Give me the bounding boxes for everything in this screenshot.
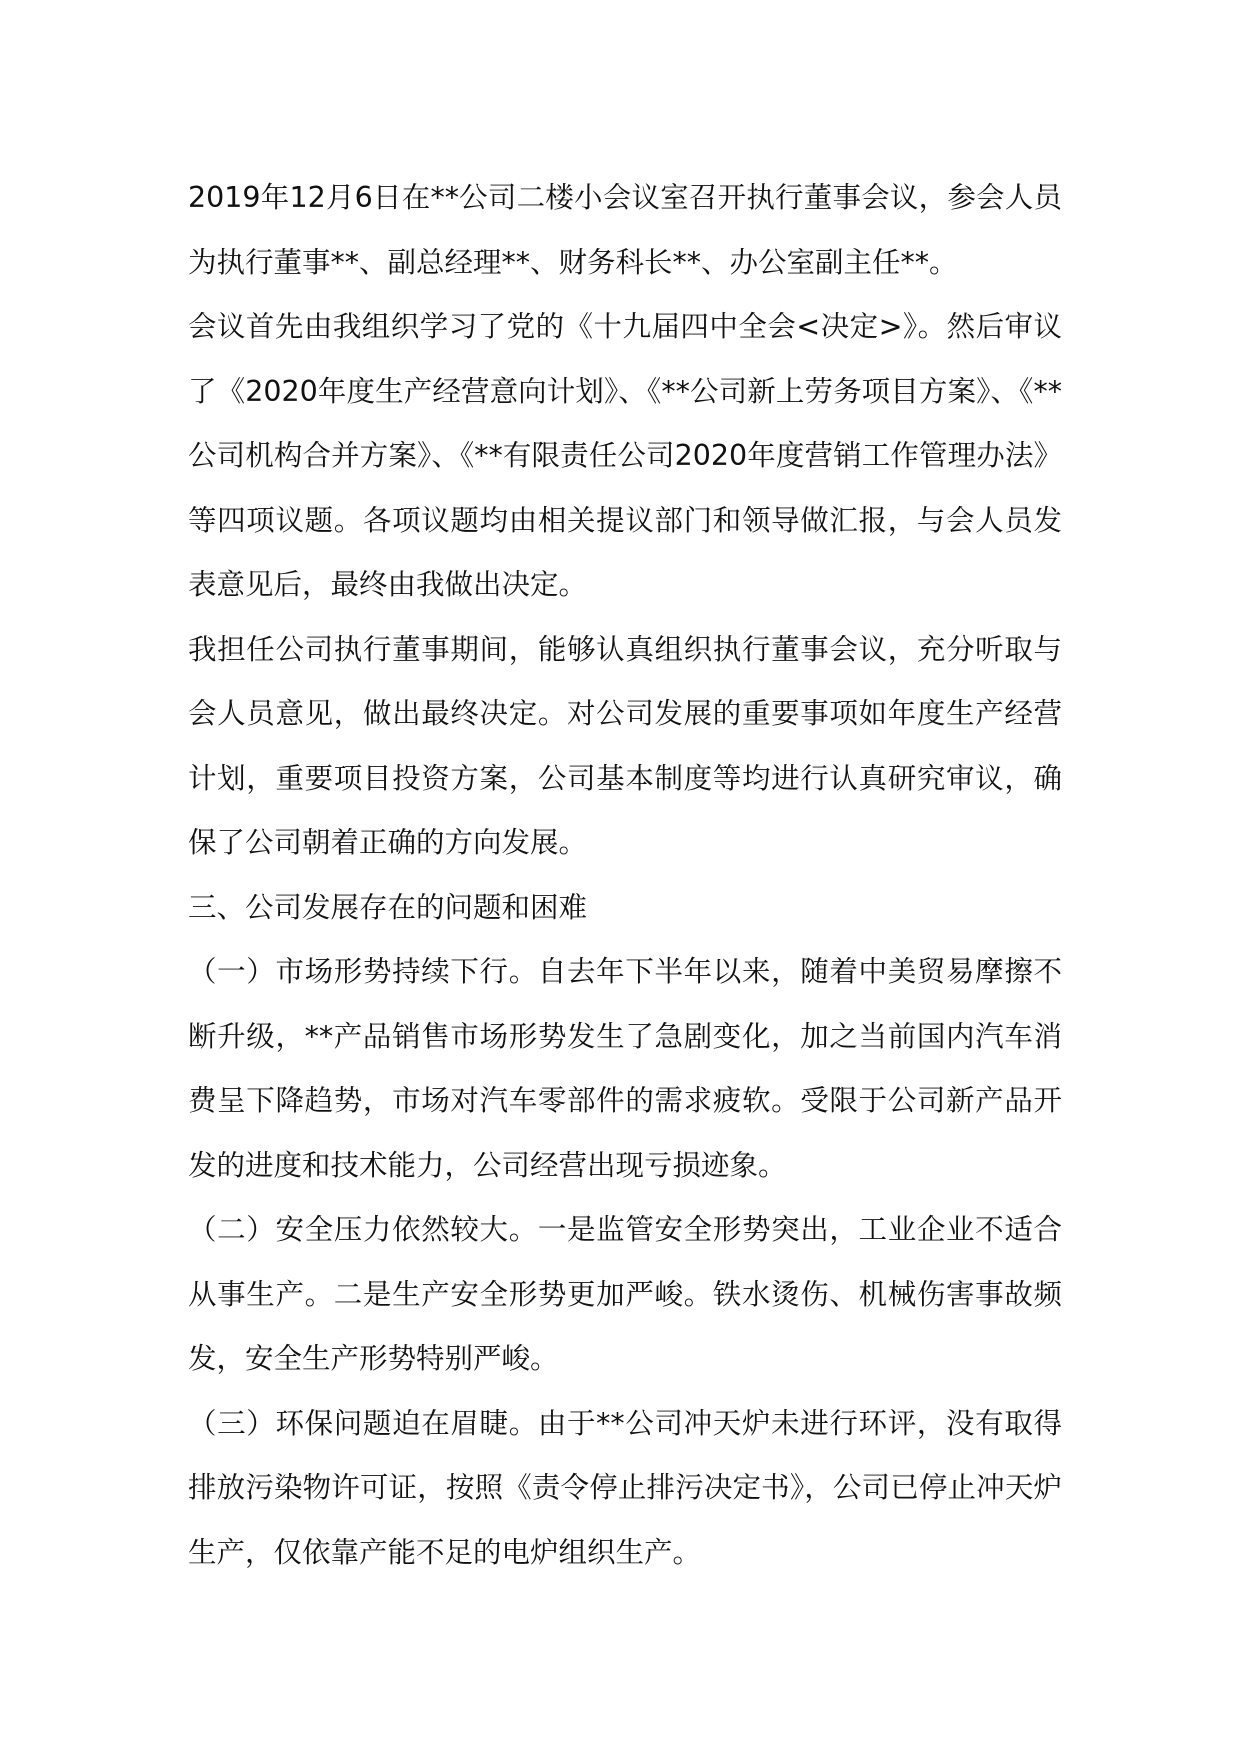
paragraph-environmental-issues: （三）环保问题迫在眉睫。由于**公司冲天炉未进行环评，没有取得排放污染物许可证，按照《责令停止排污决定书》，公司已停止冲天炉生产，仅依靠产能不足的电炉组织生产。: [188, 1406, 1062, 1569]
paragraph-director-duties: 我担任公司执行董事期间，能够认真组织执行董事会议，充分听取与会人员意见，做出最终决定。对公司发展的重要事项如年度生产经营计划，重要项目投资方案，公司基本制度等均进行认真研究审议，确保了公司朝着正确的方向发展。: [188, 632, 1062, 859]
paragraph-market-situation: （一）市场形势持续下行。自去年下半年以来，随着中美贸易摩擦不断升级，**产品销售市场形势发生了急剧变化，加之当前国内汽车消费呈下降趋势，市场对汽车零部件的需求疲软。受限于公司新产品开发的进度和技术能力，公司经营出现亏损迹象。: [188, 955, 1062, 1182]
paragraph-meeting-info: 2019年12月6日在**公司二楼小会议室召开执行董事会议，参会人员为执行董事**、副总经理**、财务科长**、办公室副主任**。: [188, 181, 1062, 279]
section-heading-problems: 三、公司发展存在的问题和困难: [188, 890, 588, 924]
paragraph-meeting-agenda: 会议首先由我组织学习了党的《十九届四中全会<决定>》。然后审议了《2020年度生产经营意向计划》、《**公司新上劳务项目方案》、《**公司机构合并方案》、《**有限责任公司2020年度营销工作管理办法》等四项议题。各项议题均由相关提议部门和领导做汇报，与会人员发表意见后，最终由我做出决定。: [188, 310, 1062, 601]
document-body: [188, 166, 1062, 1585]
paragraph-safety-pressure: （二）安全压力依然较大。一是监管安全形势突出，工业企业不适合从事生产。二是生产安全形势更加严峻。铁水烫伤、机械伤害事故频发，安全生产形势特别严峻。: [188, 1213, 1062, 1375]
